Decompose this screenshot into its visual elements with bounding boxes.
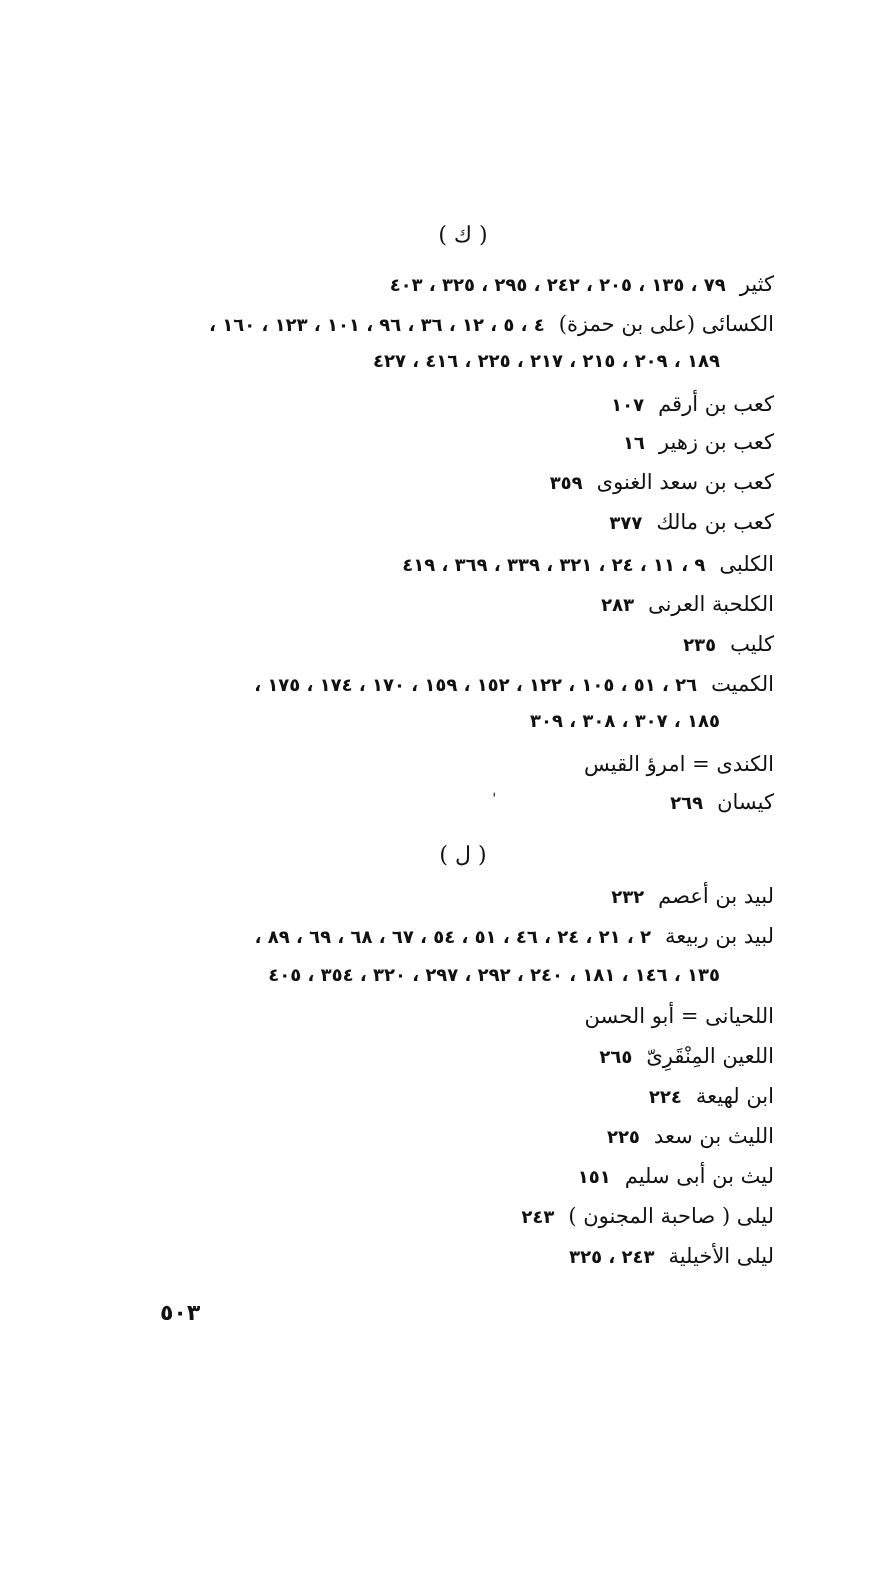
- index-entry: [402, 550, 774, 580]
- index-entry: [390, 270, 774, 300]
- entry-pages: ٧٩ ، ١٣٥ ، ٢٠٥ ، ٢٤٢ ، ٢٩٥ ، ٣٢٥ ، ٤٠٣: [389, 275, 726, 296]
- index-entry: [683, 630, 774, 660]
- entry-pages: ١٥١: [577, 1167, 611, 1188]
- index-entry: [623, 428, 774, 458]
- entry-pages: ١٦: [622, 433, 645, 454]
- index-entry: [521, 1202, 774, 1232]
- index-entry: [611, 390, 774, 420]
- index-entry: [571, 1002, 774, 1032]
- entry-name: الكميت: [711, 672, 774, 696]
- entry-name: كعب بن أرقم: [658, 392, 774, 416]
- entry-pages: ٢٦ ، ٥١ ، ١٠٥ ، ١٢٢ ، ١٥٢ ، ١٥٩ ، ١٧٠ ، ١٧٤ ، ١٧٥ ،: [254, 675, 698, 696]
- entry-pages: ٣٧٧: [609, 513, 643, 534]
- entry-pages: ٢٣٢: [611, 887, 645, 908]
- stray-ink-mark: ˈ: [492, 790, 497, 809]
- index-entry: [601, 590, 774, 620]
- entry-pages: ٢٢٤: [648, 1087, 682, 1108]
- entry-name: اللعين المِنْقَرِىّ: [646, 1044, 774, 1068]
- index-entry: [609, 508, 774, 538]
- entry-pages: ٢٦٥: [599, 1047, 633, 1068]
- entry-pages: ٢٤٣ ، ٣٢٥: [569, 1247, 655, 1268]
- entry-pages: ٢ ، ٢١ ، ٢٤ ، ٤٦ ، ٥١ ، ٥٤ ، ٦٧ ، ٦٨ ، ٦٩ ، ٨٩ ،: [254, 927, 651, 948]
- index-entry: [254, 670, 774, 700]
- entry-name: الكسائى (على بن حمزة): [558, 312, 774, 336]
- index-entry: [607, 1122, 774, 1152]
- entry-name: ليلى الأخيلية: [668, 1244, 774, 1268]
- index-entry: [670, 788, 774, 818]
- entry-pages: ٣٥٩: [549, 473, 583, 494]
- entry-name: كعب بن سعد الغنوى: [596, 470, 774, 494]
- index-entry: [578, 1162, 774, 1192]
- section-heading-kaf: ( ك ): [438, 223, 488, 248]
- entry-name: ليث بن أبى سليم: [624, 1164, 774, 1188]
- entry-name: ابن لهيعة: [695, 1084, 774, 1108]
- entry-name: كيسان: [717, 790, 774, 814]
- entry-name: لبيد بن أعصم: [658, 884, 774, 908]
- entry-name: الليث بن سعد: [653, 1124, 774, 1148]
- index-entry: [209, 310, 774, 340]
- entry-pages: ٢٤٣: [521, 1207, 555, 1228]
- entry-pages-continued: ١٣٥ ، ١٤٦ ، ١٨١ ، ٢٤٠ ، ٢٩٢ ، ٢٩٧ ، ٣٢٠ ، ٣٥٤ ، ٤٠٥: [268, 965, 720, 986]
- entry-name: الكلبى: [719, 552, 774, 576]
- entry-pages: ٢٣٥: [683, 635, 717, 656]
- entry-pages: ٢٨٣: [601, 595, 635, 616]
- entry-pages: ٤ ، ٥ ، ١٢ ، ٣٦ ، ٩٦ ، ١٠١ ، ١٢٣ ، ١٦٠ ،: [209, 315, 545, 336]
- index-entry: [255, 922, 774, 952]
- entry-name: كعب بن زهير: [658, 430, 774, 454]
- index-entry: [570, 750, 774, 780]
- index-entry: [611, 882, 774, 912]
- entry-name: كثير: [739, 272, 774, 296]
- index-entry: [599, 1042, 774, 1072]
- entry-pages: ١٠٧: [611, 395, 645, 416]
- entry-pages: ٩ ، ١١ ، ٢٤ ، ٣٢١ ، ٣٣٩ ، ٣٦٩ ، ٤١٩: [402, 555, 706, 576]
- entry-pages: ٢٦٩: [670, 793, 704, 814]
- index-entry: [569, 1242, 774, 1272]
- index-entry: [649, 1082, 774, 1112]
- entry-name: الكلحبة العرنى: [648, 592, 774, 616]
- section-heading-lam: ( ل ): [439, 843, 487, 868]
- entry-pages-continued: ١٨٩ ، ٢٠٩ ، ٢١٥ ، ٢١٧ ، ٢٢٥ ، ٤١٦ ، ٤٢٧: [372, 351, 720, 372]
- entry-name: ليلى ( صاحبة المجنون ): [568, 1204, 774, 1228]
- index-entry: [550, 468, 774, 498]
- entry-name: كليب: [730, 632, 774, 656]
- entry-name: اللحيانى = أبو الحسن: [584, 1004, 774, 1028]
- page-number: ٥٠٣: [160, 1301, 201, 1326]
- entry-pages: ٢٢٥: [606, 1127, 640, 1148]
- entry-pages-continued: ١٨٥ ، ٣٠٧ ، ٣٠٨ ، ٣٠٩: [530, 711, 720, 732]
- entry-name: كعب بن مالك: [656, 510, 774, 534]
- entry-name: لبيد بن ربيعة: [665, 924, 774, 948]
- entry-name: الكندى = امرؤ القيس: [583, 752, 774, 776]
